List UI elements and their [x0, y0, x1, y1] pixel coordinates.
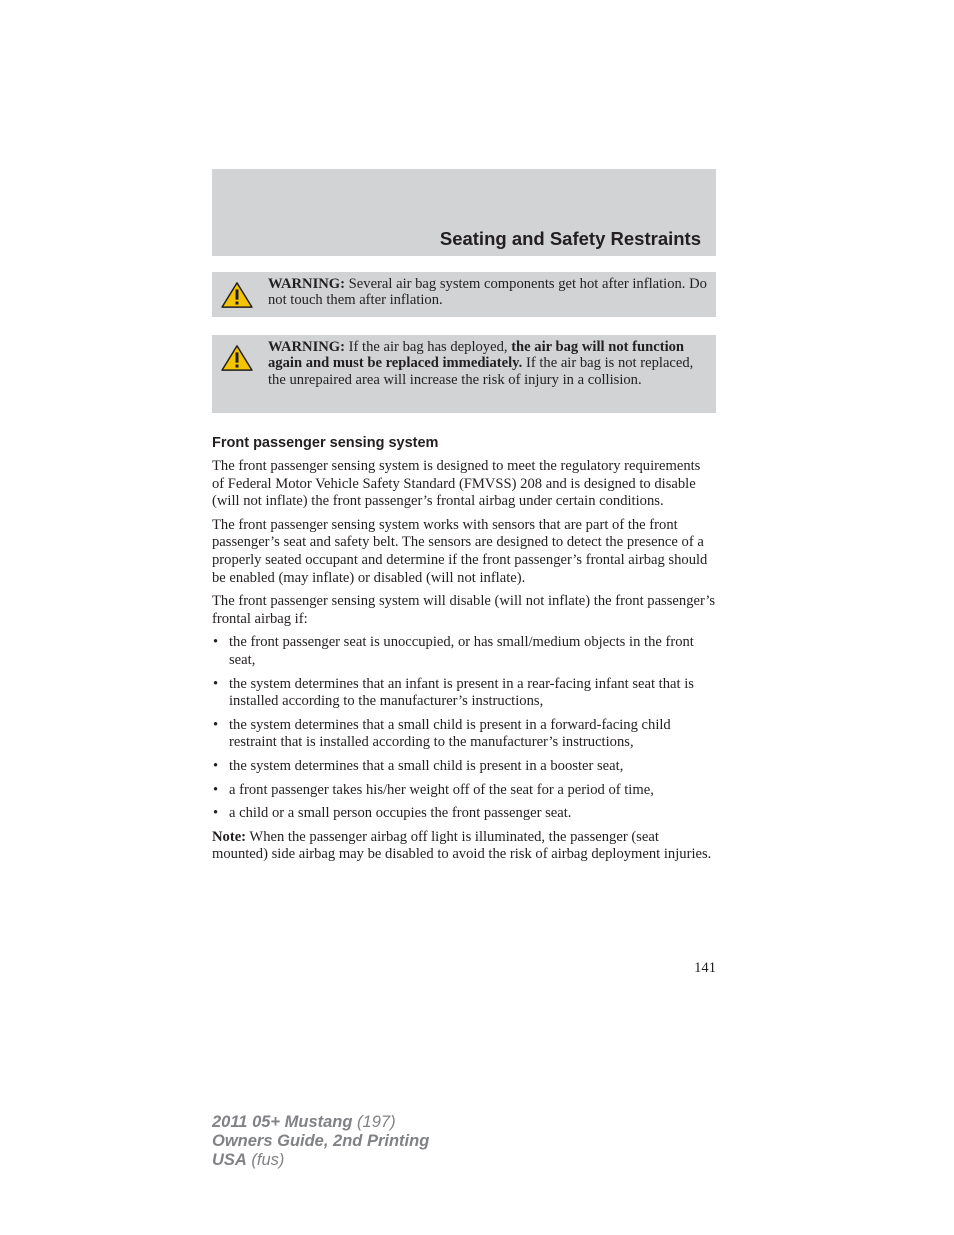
note-label: Note: — [212, 828, 247, 845]
list-item-text: a child or a small person occupies the front passenger seat. — [229, 805, 572, 822]
list-item — [212, 634, 716, 669]
list-item-text: the system determines that an infant is present in a rear-facing infant seat that is installed according to the manufacturer’s instructions, — [229, 675, 694, 710]
condition-list — [212, 634, 716, 822]
warning-emphasis: the air bag will not function again and must be replaced immediately. — [268, 339, 685, 372]
section-title: Seating and Safety Restraints — [439, 228, 701, 249]
warning-triangle-icon — [219, 281, 255, 309]
footer-line-guide — [212, 1132, 429, 1151]
main-content — [212, 435, 716, 870]
bullet: • — [213, 757, 219, 774]
bullet: • — [213, 716, 219, 733]
warning-label: WARNING: — [268, 276, 346, 292]
footer-line-model — [212, 1113, 429, 1132]
warning-triangle-icon — [219, 344, 255, 372]
list-item — [212, 717, 716, 752]
page-number: 141 — [694, 960, 716, 976]
footer-model: 2011 05+ Mustang — [212, 1113, 353, 1131]
footer-line-market — [212, 1151, 429, 1170]
footer-market: USA — [212, 1151, 247, 1169]
warning-text: Several air bag system components get hot after inflation. Do not touch them after inflation. — [268, 276, 707, 309]
list-item-text: a front passenger takes his/her weight off of the seat for a period of time, — [229, 781, 654, 798]
warning-text: If the air bag is not replaced, the unrepaired area will increase the risk of injury in a collision. — [268, 355, 694, 388]
list-item — [212, 805, 716, 823]
bullet: • — [213, 634, 219, 651]
bullet: • — [213, 675, 219, 692]
footer-market-code: (fus) — [246, 1151, 285, 1169]
list-item-text: the system determines that a small child is present in a booster seat, — [229, 757, 624, 774]
section-heading: Front passenger sensing system — [212, 435, 439, 451]
note-text: When the passenger airbag off light is illuminated, the passenger (seat mounted) side airbag may be disabled to avoid the risk of airbag deployment injuries. — [212, 828, 712, 863]
footer-model-code: (197) — [352, 1113, 396, 1131]
list-item-text: the system determines that a small child is present in a forward-facing child restraint that is installed according to the manufacturer’s instructions, — [229, 716, 671, 751]
warning-text: If the air bag has deployed, — [345, 339, 512, 355]
paragraph: The front passenger sensing system works with sensors that are part of the front passenger’s seat and safety belt. The sensors are designed to detect the presence of a properly seated occupant and determine if the front passenger’s frontal airbag should be enabled (may inflate) or disabled (will not inflate). — [212, 516, 708, 586]
bullet: • — [213, 781, 219, 798]
list-item — [212, 782, 716, 800]
warning-box-hot-components — [212, 272, 716, 317]
list-item — [212, 676, 716, 711]
paragraph: The front passenger sensing system is designed to meet the regulatory requirements of Federal Motor Vehicle Safety Standard (FMVSS) 208 and is designed to disable (will not inflate) the front passenger’s frontal airbag under certain conditions. — [212, 458, 701, 510]
warning-box-deployed — [212, 335, 716, 413]
paragraph: The front passenger sensing system will disable (will not inflate) the front passenger’s frontal airbag if: — [212, 593, 716, 627]
document-footer — [212, 1113, 429, 1170]
list-item — [212, 758, 716, 776]
warning-label: WARNING: — [268, 339, 346, 355]
bullet: • — [213, 805, 219, 822]
footer-guide: Owners Guide, 2nd Printing — [212, 1132, 430, 1150]
section-header-band — [212, 169, 716, 256]
list-item-text: the front passenger seat is unoccupied, or has small/medium objects in the front seat, — [229, 634, 694, 668]
note — [212, 829, 716, 864]
